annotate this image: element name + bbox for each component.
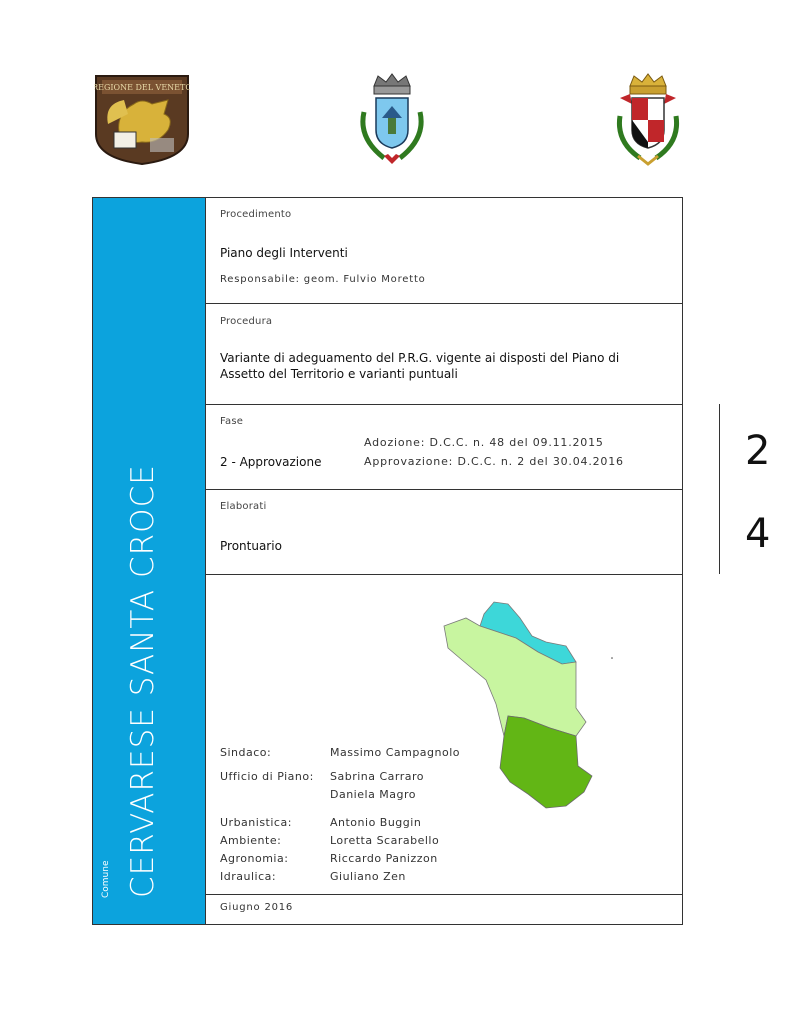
procedura-line-1: Variante di adeguamento del P.R.G. vigente ai disposti del Piano di: [220, 351, 620, 365]
regione-veneto-text: REGIONE DEL VENETO: [94, 83, 190, 92]
procedura-section: [206, 303, 682, 405]
info-section: [206, 574, 682, 895]
staff-row: [220, 746, 540, 760]
date-section: [206, 894, 682, 924]
staff-role: Urbanistica:: [220, 816, 292, 829]
regione-veneto-emblem: [94, 74, 190, 166]
staff-row: [220, 816, 540, 830]
staff-role: Ufficio di Piano:: [220, 770, 314, 783]
staff-row: [220, 852, 540, 866]
elaborati-divider: [719, 489, 720, 574]
procedimento-section: [206, 198, 682, 304]
date-text: Giugno 2016: [220, 902, 294, 913]
fase-number: 2: [745, 428, 771, 474]
staff-name: Antonio Buggin: [330, 816, 422, 829]
adozione-text: Adozione: D.C.C. n. 48 del 09.11.2015: [364, 436, 604, 449]
comune-label: Comune: [101, 860, 111, 898]
comune-coat-of-arms: [354, 72, 430, 168]
procedura-label: Procedura: [220, 316, 273, 327]
staff-name: Riccardo Panizzon: [330, 852, 438, 865]
approvazione-text: Approvazione: D.C.C. n. 2 del 30.04.2016: [364, 455, 624, 468]
staff-row: [220, 770, 540, 801]
fase-label: Fase: [220, 416, 244, 427]
staff-row: [220, 870, 540, 884]
staff-list: [220, 574, 540, 894]
staff-name: Sabrina Carraro: [330, 770, 425, 783]
procedimento-title: Piano degli Interventi: [220, 246, 348, 260]
staff-name: Daniela Magro: [330, 788, 417, 801]
responsabile: Responsabile: geom. Fulvio Moretto: [220, 274, 426, 285]
comune-sidebar: [93, 198, 206, 924]
title-block: [92, 197, 771, 925]
elaborati-label: Elaborati: [220, 501, 267, 512]
staff-name: Giuliano Zen: [330, 870, 406, 883]
staff-role: Sindaco:: [220, 746, 272, 759]
procedimento-label: Procedimento: [220, 209, 292, 220]
staff-name: Loretta Scarabello: [330, 834, 440, 847]
fase-value: 2 - Approvazione: [220, 455, 322, 469]
staff-row: [220, 834, 540, 848]
comune-name: CERVARESE SANTA CROCE: [125, 464, 161, 898]
fase-divider: [719, 404, 720, 489]
elaborati-number: 4: [745, 511, 771, 557]
procedura-line-2: Assetto del Territorio e varianti puntuali: [220, 367, 458, 381]
staff-role: Agronomia:: [220, 852, 289, 865]
fase-section: [206, 404, 771, 490]
staff-role: Ambiente:: [220, 834, 282, 847]
provincia-coat-of-arms: [612, 72, 684, 168]
elaborati-section: [206, 489, 771, 575]
elaborati-value: Prontuario: [220, 539, 282, 553]
staff-role: Idraulica:: [220, 870, 277, 883]
staff-name: Massimo Campagnolo: [330, 746, 461, 759]
